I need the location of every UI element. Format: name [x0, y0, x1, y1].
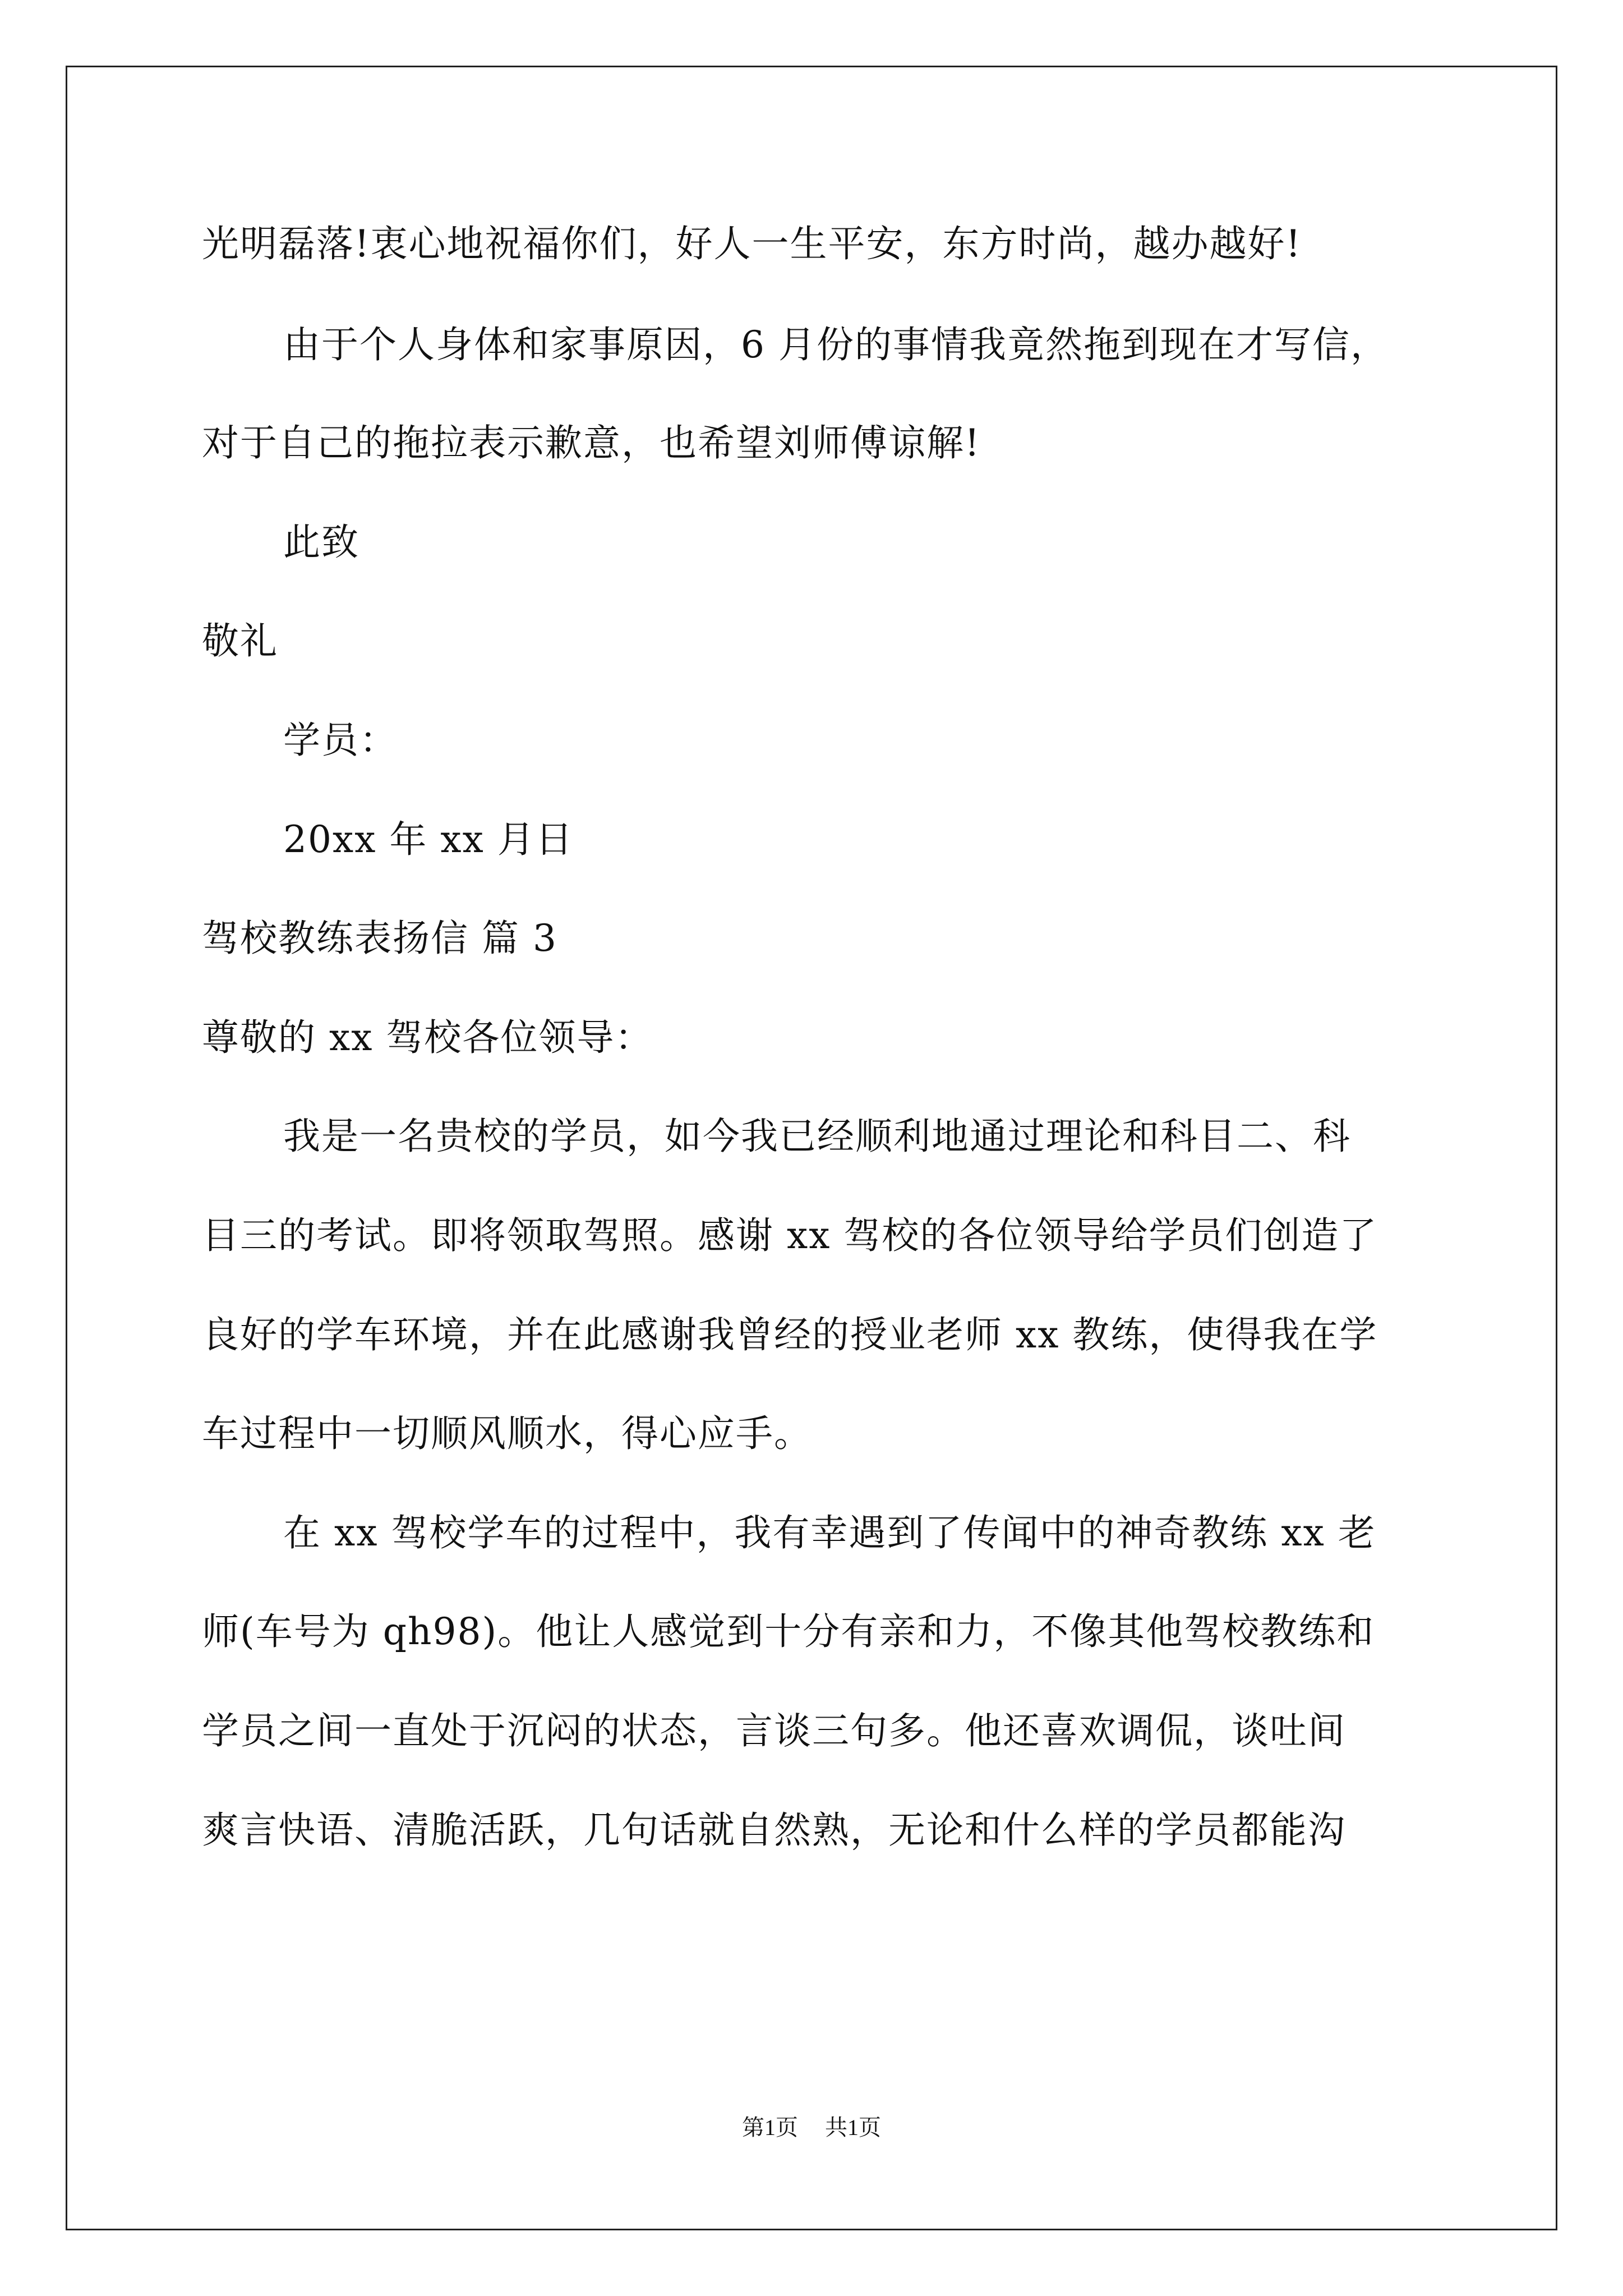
closing-phrase: 此致 [283, 521, 359, 564]
text-line: 由于个人身体和家事原因，6 月份的事情我竟然拖到现在才写信， [283, 323, 1389, 366]
text-line: 目三的考试。即将领取驾照。感谢 xx 驾校的各位领导给学员们创造了 [202, 1214, 1378, 1257]
text-line: 爽言快语、清脆活跃，几句话就自然熟，无论和什么样的学员都能沟 [202, 1809, 1346, 1852]
text-line: 车过程中一切顺风顺水，得心应手。 [202, 1412, 812, 1455]
text-line: 师(车号为 qh98)。他让人感觉到十分有亲和力，不像其他驾校教练和 [202, 1610, 1375, 1653]
text-line: 良好的学车环境，并在此感谢我曾经的授业老师 xx 教练，使得我在学 [202, 1313, 1378, 1356]
page-count: 共1页 [825, 2115, 881, 2140]
section-heading: 驾校教练表扬信 篇 3 [202, 917, 557, 960]
text-line: 在 xx 驾校学车的过程中，我有幸遇到了传闻中的神奇教练 xx 老 [283, 1511, 1376, 1554]
signature-label: 学员： [283, 719, 398, 762]
date-line: 20xx 年 xx 月日 [283, 818, 574, 861]
text-line: 对于自己的拖拉表示歉意，也希望刘师傅谅解! [202, 421, 981, 464]
text-line: 光明磊落!衷心地祝福你们，好人一生平安，东方时尚，越办越好! [202, 222, 1302, 265]
text-line: 我是一名贵校的学员，如今我已经顺利地通过理论和科目二、科 [283, 1115, 1351, 1158]
greeting: 尊敬的 xx 驾校各位领导： [202, 1016, 653, 1059]
text-line: 学员之间一直处于沉闷的状态，言谈三句多。他还喜欢调侃，谈吐间 [202, 1709, 1346, 1752]
page-footer [0, 2114, 1623, 2142]
page-number: 第1页 [742, 2115, 798, 2140]
salutation: 敬礼 [202, 619, 278, 662]
